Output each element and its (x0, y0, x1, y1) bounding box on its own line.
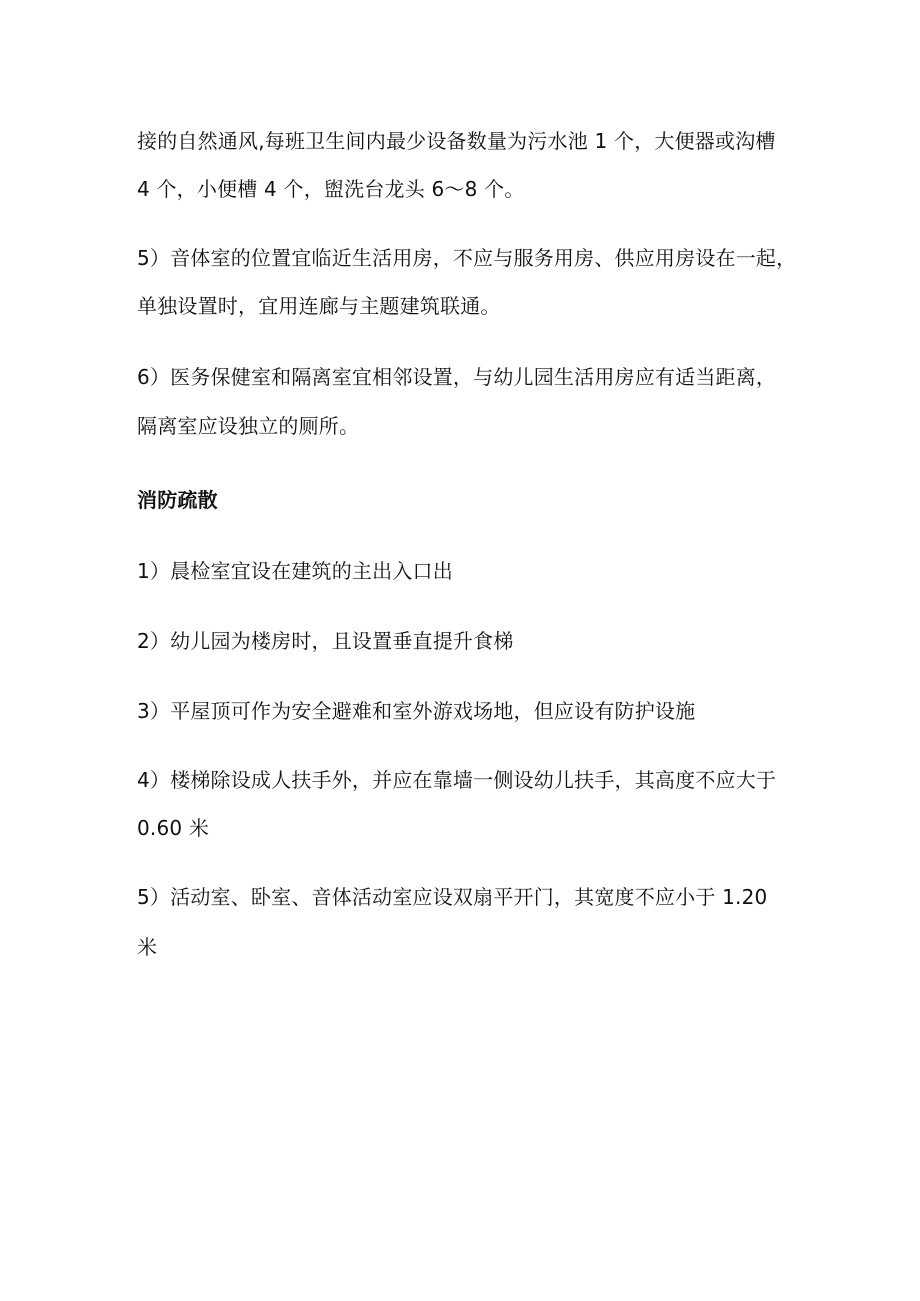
list-item: 2）幼儿园为楼房时，且设置垂直提升食梯 (137, 629, 514, 653)
list-item-continuation: 米 (137, 935, 158, 959)
paragraph-line: 隔离室应设独立的厕所。 (137, 414, 360, 438)
list-item: 4）楼梯除设成人扶手外，并应在靠墙一侧设幼儿扶手，其高度不应大于 (137, 768, 777, 792)
list-item-continuation: 0.60 米 (137, 816, 210, 840)
paragraph-line: 5）音体室的位置宜临近生活用房，不应与服务用房、供应用房设在一起， (137, 246, 797, 270)
list-item: 5）活动室、卧室、音体活动室应设双扇平开门，其宽度不应小于 1.20 (137, 885, 768, 909)
paragraph-line: 接的自然通风,每班卫生间内最少设备数量为污水池 1 个，大便器或沟槽 (137, 129, 776, 153)
list-item: 1）晨检室宜设在建筑的主出入口出 (137, 559, 453, 583)
paragraph-line: 4 个，小便槽 4 个，盥洗台龙头 6～8 个。 (137, 177, 525, 201)
paragraph-line: 6）医务保健室和隔离室宜相邻设置，与幼儿园生活用房应有适当距离， (137, 365, 777, 389)
list-item: 3）平屋顶可作为安全避难和室外游戏场地，但应设有防护设施 (137, 699, 696, 723)
paragraph-line: 单独设置时，宜用连廊与主题建筑联通。 (137, 294, 501, 318)
section-heading: 消防疏散 (137, 488, 218, 512)
